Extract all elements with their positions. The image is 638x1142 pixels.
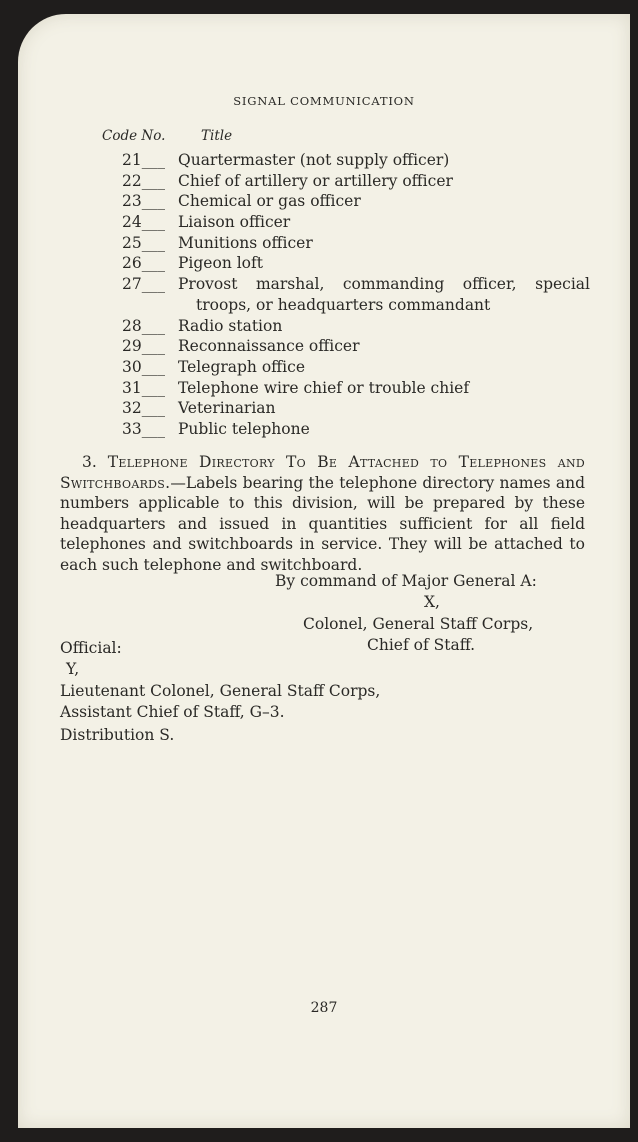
paragraph-heading: Telephone Directory To Be Attached to Telephones and Switchboards.: [60, 453, 585, 492]
paragraph-body: —Labels bearing the telephone directory names and numbers applicable to this division, will be prepared by these headquarters and issued in quantities sufficient for all field telephones and switchboards in service. They will be attached to each such telephone and switchboard.: [60, 473, 585, 574]
book-page: [18, 14, 630, 1128]
code-title: Radio station: [178, 316, 283, 335]
code-row: [18, 357, 630, 378]
code-number: 24___: [122, 213, 165, 232]
code-row: [18, 171, 630, 192]
code-number: 30___: [122, 357, 165, 376]
code-title: Telegraph office: [178, 357, 305, 376]
code-number: 32___: [122, 399, 165, 418]
distribution-line: Distribution S.: [60, 726, 175, 744]
code-number: 33___: [122, 419, 165, 438]
code-title: Provost marshal, commanding officer, special: [178, 275, 590, 294]
code-title: Chemical or gas officer: [178, 192, 361, 211]
code-title: Munitions officer: [178, 233, 313, 252]
code-number: 23___: [122, 192, 165, 211]
code-title: Public telephone: [178, 419, 310, 438]
code-title: Quartermaster (not supply officer): [178, 151, 450, 169]
signature-rank: Colonel, General Staff Corps,: [303, 615, 534, 633]
running-head: SIGNAL COMMUNICATION: [233, 94, 415, 108]
code-row: [18, 253, 630, 274]
code-number: 29___: [122, 337, 165, 356]
page-number: 287: [310, 1000, 338, 1016]
code-row: [18, 212, 630, 233]
code-title: Reconnaissance officer: [178, 337, 360, 356]
code-title: Telephone wire chief or trouble chief: [178, 378, 470, 397]
code-number: 22___: [122, 171, 165, 190]
code-number: 21___: [122, 151, 165, 169]
code-row: [18, 378, 630, 399]
signature-command: By command of Major General A:: [275, 572, 537, 590]
code-row: [18, 398, 630, 419]
official-rank: Lieutenant Colonel, General Staff Corps,: [60, 682, 381, 700]
official-label: Official:: [60, 639, 122, 657]
code-row: [18, 274, 630, 315]
title-column-header: Title: [201, 128, 233, 144]
code-number: 28___: [122, 316, 165, 335]
paragraph-number: 3.: [82, 453, 97, 471]
code-title: Chief of artillery or artillery officer: [178, 171, 453, 190]
code-number: 25___: [122, 233, 165, 252]
paragraph-3: [60, 452, 585, 575]
code-number: 26___: [122, 254, 165, 273]
code-row: [18, 316, 630, 337]
code-row: [18, 336, 630, 357]
code-row: [18, 150, 630, 171]
official-name: Y,: [66, 660, 80, 678]
code-column-header: Code No.: [102, 128, 166, 144]
code-title: Liaison officer: [178, 213, 291, 232]
code-number: 27___: [122, 275, 165, 294]
signature-name: X,: [424, 593, 440, 611]
signature-role: Chief of Staff.: [367, 636, 476, 654]
code-title-continuation: troops, or headquarters commandant: [196, 295, 491, 314]
code-row: [18, 419, 630, 440]
code-row: [18, 191, 630, 212]
code-row: [18, 233, 630, 254]
code-title: Pigeon loft: [178, 254, 263, 273]
code-number: 31___: [122, 378, 165, 397]
code-list: [18, 150, 630, 440]
code-title: Veterinarian: [178, 399, 276, 418]
official-role: Assistant Chief of Staff, G–3.: [60, 703, 285, 721]
